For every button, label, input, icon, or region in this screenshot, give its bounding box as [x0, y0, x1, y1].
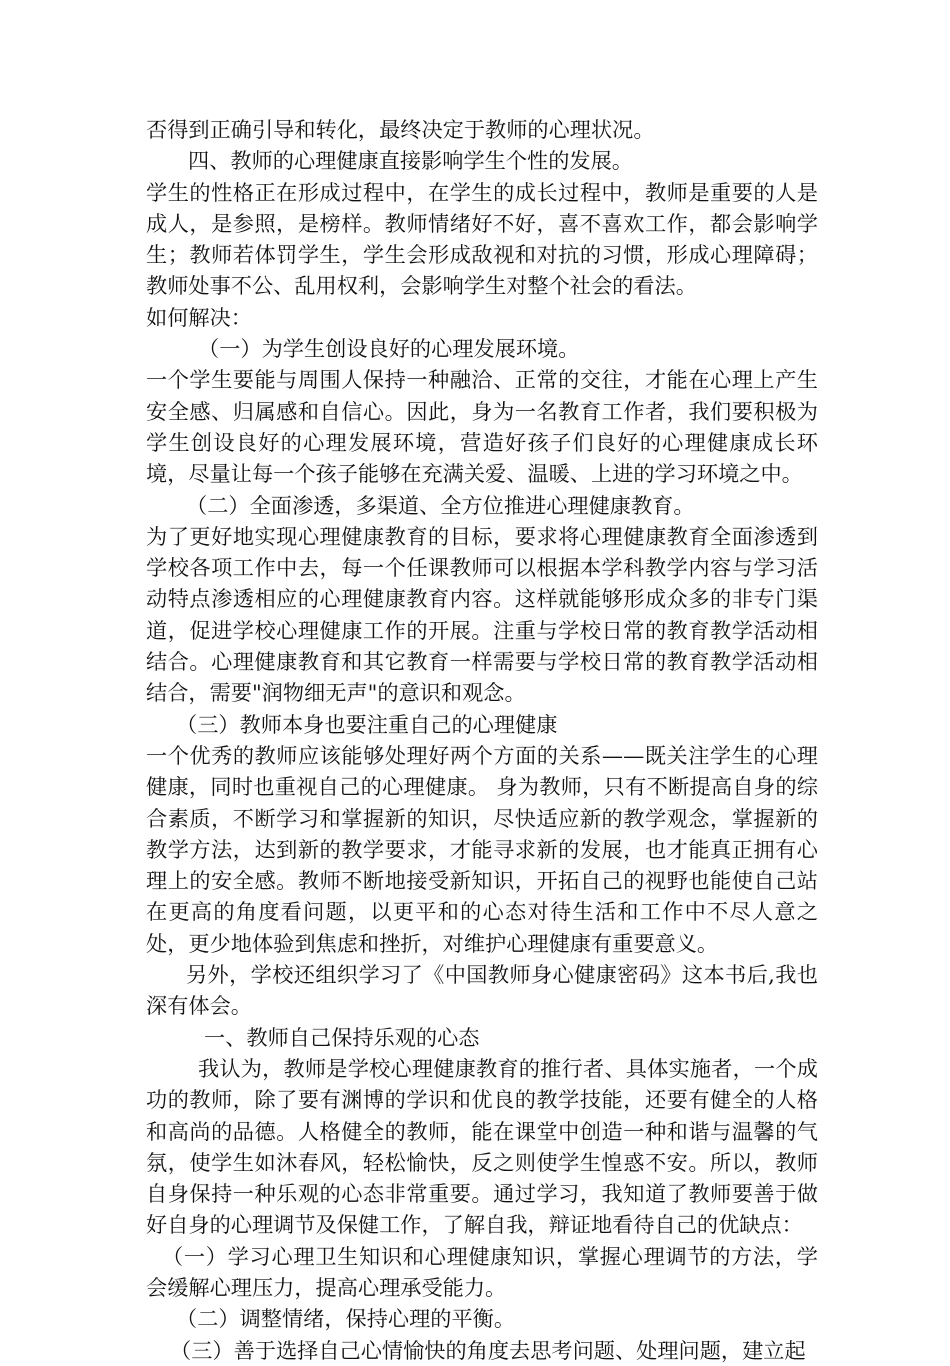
- paragraph-optimism: 我认为，教师是学校心理健康教育的推行者、具体实施者，一个成功的教师，除了要有渊博的学识和优良的教学技能，还要有健全的人格和高尚的品德。人格健全的教师，能在课堂中创造一种和谐与温馨的气氛，使学生如沐春风，轻松愉快，反之则使学生惶惑不安。所以，教师自身保持一种乐观的心态非常重要。通过学习，我知道了教师要善于做好自身的心理调节及保健工作，了解自我，辩证地看待自己的优缺点：: [146, 1055, 818, 1238]
- document-body: [146, 114, 818, 1366]
- list-item-one: （一）学习心理卫生知识和心理健康知识，掌握心理调节的方法，学会缓解心理压力，提高心理承受能力。: [146, 1243, 818, 1300]
- paragraph-penetration: 为了更好地实现心理健康教育的目标，要求将心理健康教育全面渗透到学校各项工作中去，每一个任课教师可以根据本学科教学内容与学习活动特点渗透相应的心理健康教育内容。这样就能够形成众多的非专门渠道，促进学校心理健康工作的开展。注重与学校日常的教育教学活动相结合。心理健康教育和其它教育一样需要与学校日常的教育教学活动相结合，需要"润物细无声"的意识和观念。: [146, 523, 818, 706]
- paragraph-continuation: 否得到正确引导和转化，最终决定于教师的心理状况。: [146, 117, 655, 142]
- heading-how-to-solve: 如何解决：: [146, 304, 252, 330]
- paragraph-environment: 一个学生要能与周围人保持一种融洽、正常的交往，才能在心理上产生安全感、归属感和自信心。因此，身为一名教育工作者，我们要积极为学生创设良好的心理发展环境，营造好孩子们良好的心理健康成长环境，尽量让每一个孩子能够在充满关爱、温暖、上进的学习环境之中。: [146, 367, 818, 487]
- heading-section-four: 四、教师的心理健康直接影响学生个性的发展。: [188, 148, 633, 174]
- subheading-three: （三）教师本身也要注重自己的心理健康: [176, 711, 558, 737]
- paragraph-book-study: 另外，学校还组织学习了《中国教师身心健康密码》这本书后,我也深有体会。: [146, 962, 818, 1019]
- heading-optimism: 一、教师自己保持乐观的心态: [204, 1024, 480, 1050]
- paragraph-student-personality: 学生的性格正在形成过程中，在学生的成长过程中，教师是重要的人是成人，是参照，是榜样。教师情绪好不好，喜不喜欢工作，都会影响学生；教师若体罚学生，学生会形成敌视和对抗的习惯，形成心理障碍；教师处事不公、乱用权利，会影响学生对整个社会的看法。: [146, 179, 818, 299]
- subheading-one: （一）为学生创设良好的心理发展环境。: [198, 336, 580, 362]
- list-item-two: （二）调整情绪，保持心理的平衡。: [176, 1306, 516, 1332]
- subheading-two: （二）全面渗透，多渠道、全方位推进心理健康教育。: [186, 492, 695, 518]
- paragraph-teacher-health: 一个优秀的教师应该能够处理好两个方面的关系——既关注学生的心理健康，同时也重视自己的心理健康。 身为教师，只有不断提高自身的综合素质，不断学习和掌握新的知识，尽快适应新的教学观念，掌握新的教学方法，达到新的教学要求，才能寻求新的发展，也才能真正拥有心理上的安全感。教师不断地接受新知识，开拓自己的视野也能使自己站在更高的角度看问题，以更平和的心态对待生活和工作中不尽人意之处，更少地体验到焦虑和挫折，对维护心理健康有重要意义。: [146, 742, 818, 956]
- list-item-three: （三）善于选择自己心情愉快的角度去思考问题、处理问题，建立起: [170, 1337, 806, 1363]
